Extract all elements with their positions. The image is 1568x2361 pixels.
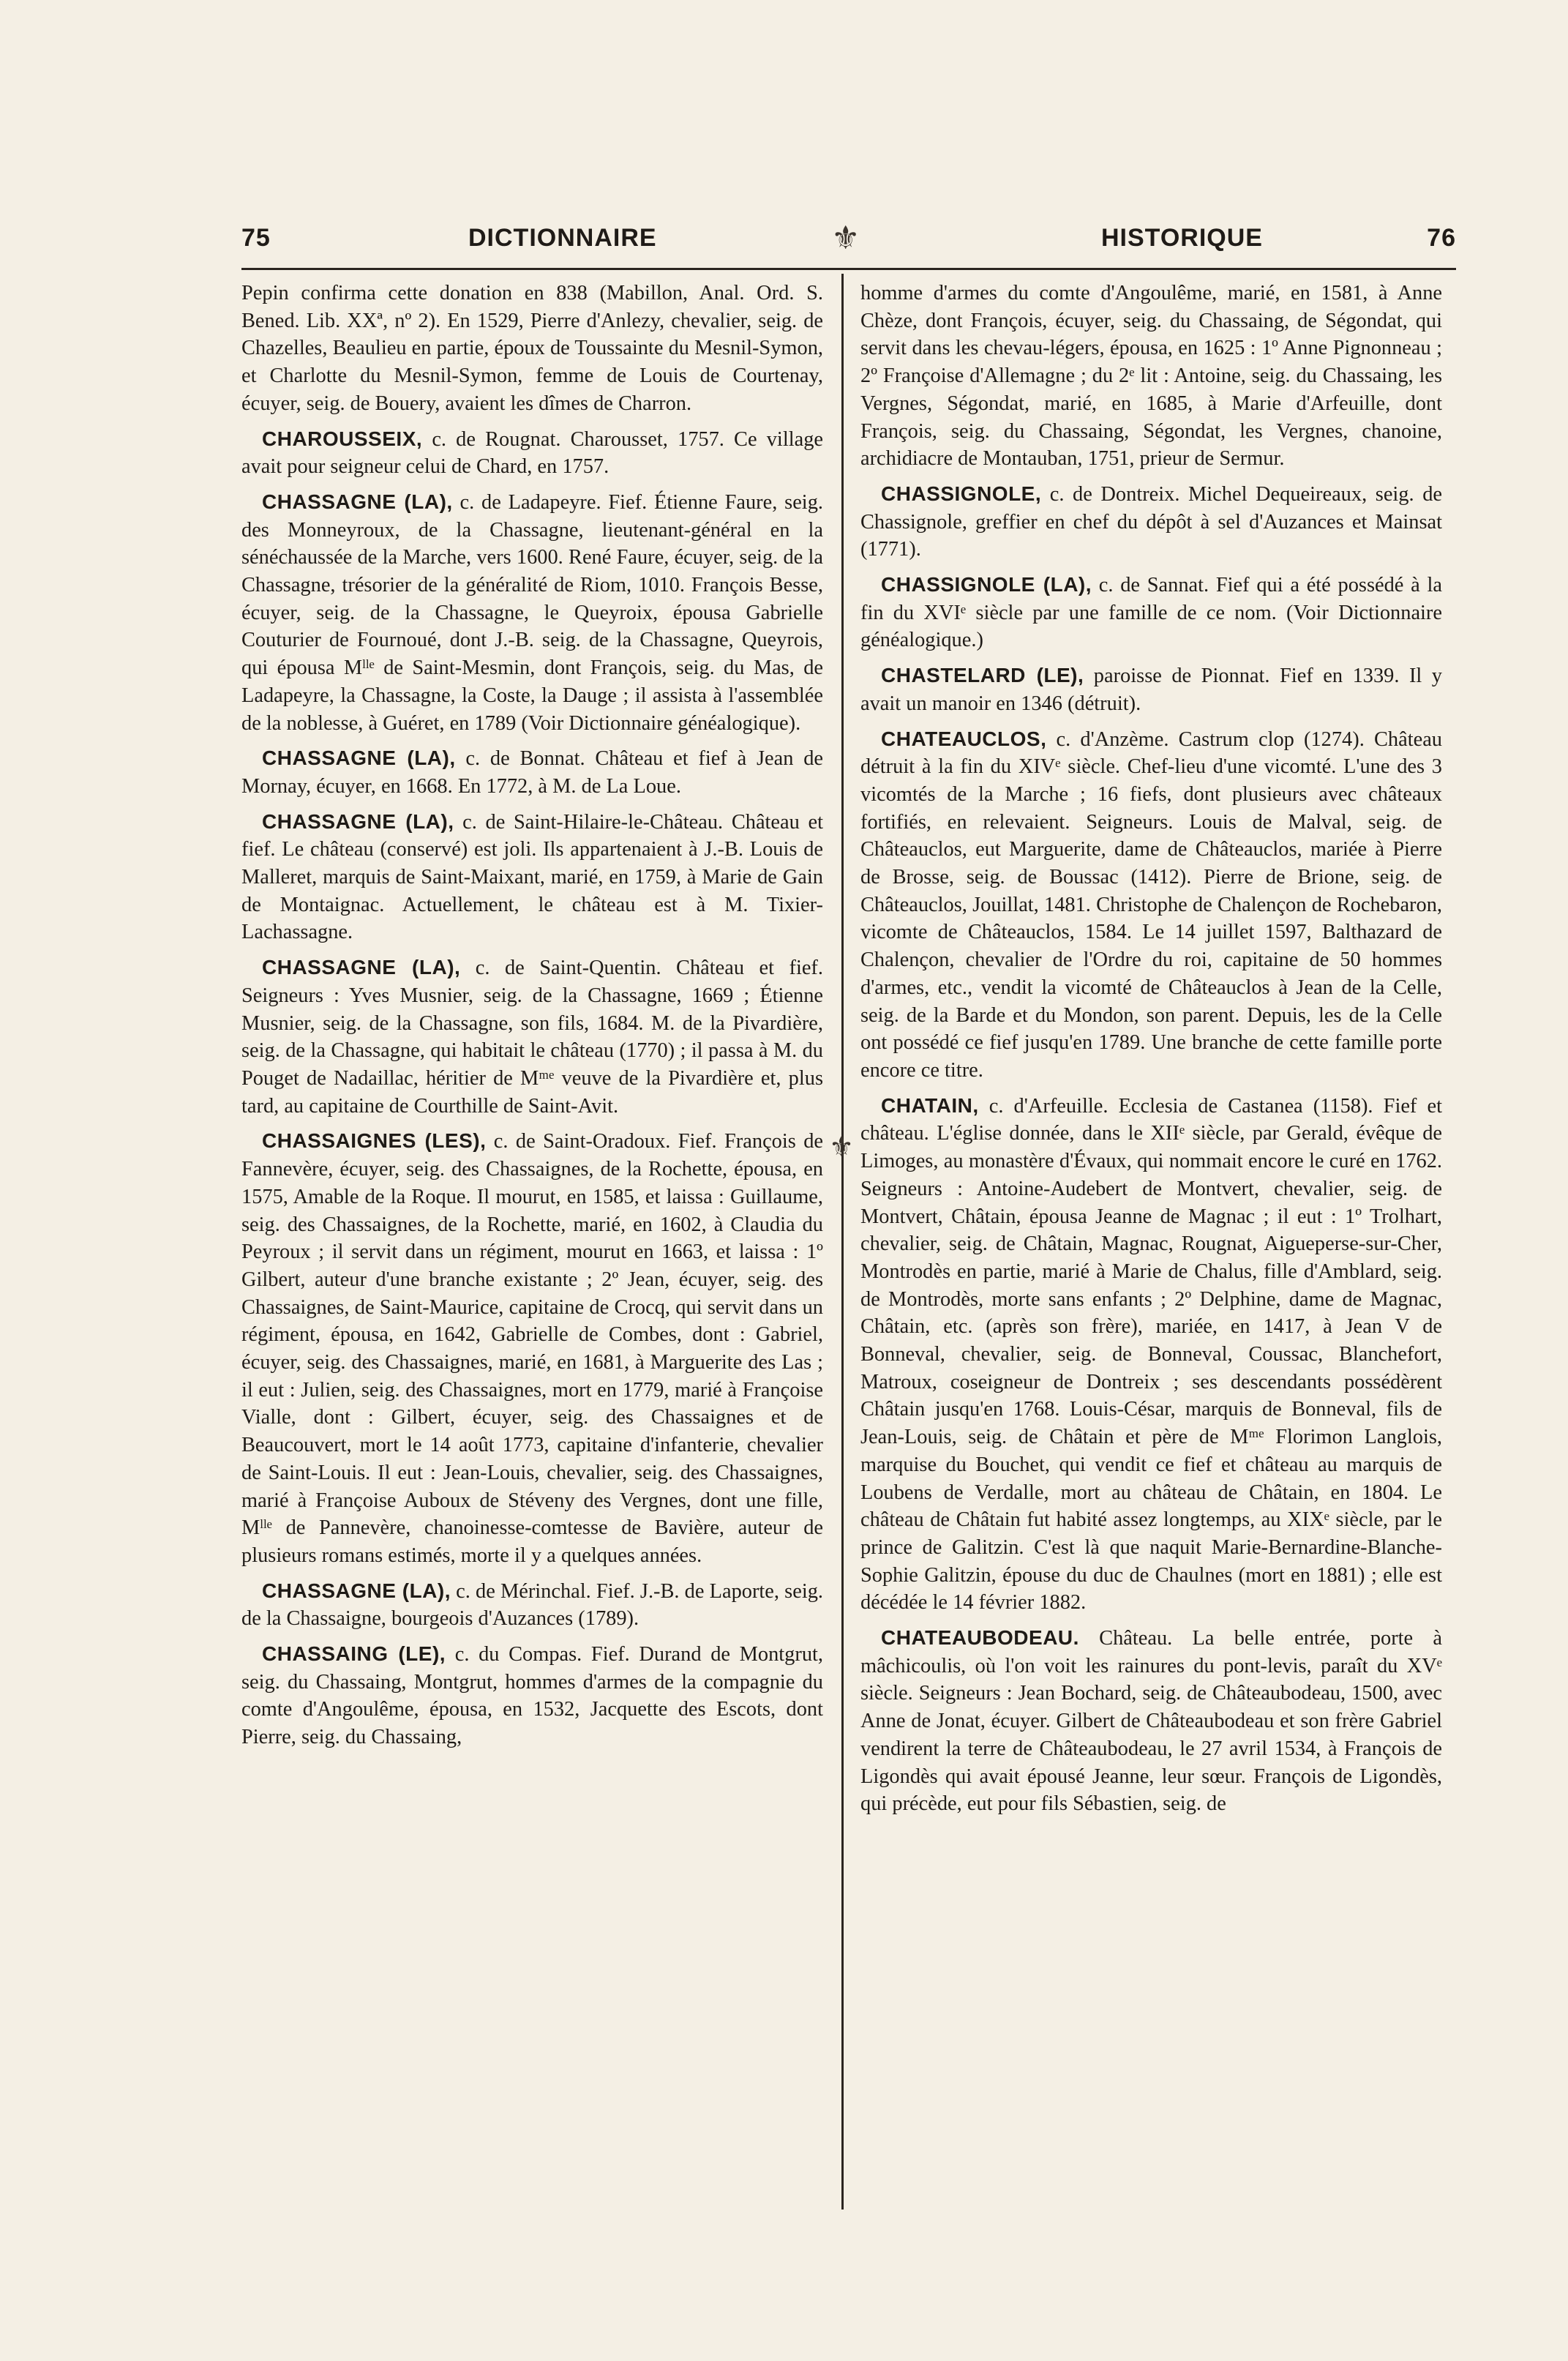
dictionary-entry	[241, 1640, 823, 1751]
entry-headword: CHASSAGNE (LA),	[262, 1579, 451, 1602]
entry-headword: CHATEAUBODEAU.	[881, 1626, 1079, 1650]
fleur-de-lis-icon: ⚜	[831, 220, 860, 256]
entry-text: c. de Rougnat. Charousset, 1757. Ce village avait pour seigneur celui de Chard, en 1757.	[241, 427, 823, 479]
entry-headword: CHASSAGNE (LA),	[262, 809, 454, 833]
entry-text: Château. La belle entrée, porte à mâchicoulis, où l'on voit les rainures du pont-levis, paraît du XVᵉ siècle. Seigneurs : Jean Bochard, seig. de Châteaubodeau, 1500, avec Anne de Jonat, écuyer. Gilbert de Châteaubodeau et son frère Gabriel vendirent la terre de Châteaubodeau, le 27 avril 1534, à François de Ligondès qui avait épousé Jeanne, leur sœur. François de Ligondès, qui précède, eut pour fils Sébastien, seig. de	[860, 1627, 1442, 1816]
dictionary-entry	[860, 1624, 1442, 1818]
right-column	[860, 280, 1442, 1825]
entry-headword: CHASSIGNOLE,	[881, 482, 1042, 505]
entry-text: Pepin confirma cette donation en 838 (Mabillon, Anal. Ord. S. Bened. Lib. XXª, nº 2). En 1529, Pierre d'Anlezy, chevalier, seig. de Chazelles, Beaulieu en partie, époux de Toussainte du Mesnil-Symon, et Charlotte du Mesnil-Symon, femme de Louis de Courtenay, écuyer, seig. de Bouery, avaient les dîmes de Charron.	[241, 282, 823, 415]
page-number-right: 76	[1427, 224, 1456, 252]
dictionary-entry	[860, 662, 1442, 717]
entry-text: c. de Mérinchal. Fief. J.-B. de Laporte, seig. de la Chassaigne, bourgeois d'Auzances (1789).	[241, 1579, 823, 1631]
entry-headword: CHASSAIGNES (LES),	[262, 1129, 487, 1153]
entry-text: c. de Bonnat. Château et fief à Jean de Mornay, écuyer, en 1668. En 1772, à M. de La Loue.	[241, 747, 823, 798]
entry-headword: CHAROUSSEIX,	[262, 427, 423, 450]
dictionary-entry	[241, 808, 823, 947]
entry-headword: CHATEAUCLOS,	[881, 727, 1047, 750]
entry-text: paroisse de Pionnat. Fief en 1339. Il y avait un manoir en 1346 (détruit).	[860, 665, 1443, 715]
entry-headword: CHASSIGNOLE (LA),	[881, 573, 1092, 596]
continued-entry	[241, 280, 823, 418]
running-title-left: DICTIONNAIRE	[468, 224, 657, 252]
header-rule	[241, 268, 1456, 270]
dictionary-entry	[241, 425, 823, 481]
divider-ornament-icon: ⚜	[829, 1132, 855, 1163]
page-number-left: 75	[241, 224, 271, 252]
entry-headword: CHASSAGNE (LA),	[262, 490, 453, 513]
entry-text: c. de Sannat. Fief qui a été possédé à la fin du XVIᵉ siècle par une famille de ce nom. (Voir Dictionnaire généalogique.)	[860, 574, 1442, 652]
entry-text: c. de Saint-Quentin. Château et fief. Seigneurs : Yves Musnier, seig. de la Chassagne, 1669 ; Étienne Musnier, seig. de la Chassagne, son fils, 1684. M. de la Pivardière, seig. de la Chassagne, qui habitait le château (1770) ; il passa à M. du Pouget de Nadaillac, héritier de Mᵐᵉ veuve de la Pivardière et, plus tard, au capitaine de Courthille de Saint-Avit.	[241, 957, 823, 1118]
entry-text: c. du Compas. Fief. Durand de Montgrut, seig. du Chassaing, Montgrut, hommes d'armes de la compagnie du comte d'Angoulême, épousa, en 1532, Jacquette des Escots, dont Pierre, seig. du Chassaing,	[241, 1643, 823, 1749]
continued-entry	[860, 280, 1442, 473]
dictionary-entry	[860, 571, 1442, 654]
running-header	[241, 220, 1456, 263]
left-column	[241, 280, 823, 1759]
dictionary-entry	[241, 1577, 823, 1633]
entry-text: homme d'armes du comte d'Angoulême, marié, en 1581, à Anne Chèze, dont François, écuyer, seig. du Chassaing, de Ségondat, qui servit dans les chevau-légers, épousa, en 1625 : 1º Anne Pignonneau ; 2º Françoise d'Allemagne ; du 2ᵉ lit : Antoine, seig. du Chassaing, les Vergnes, Ségondat, marié, en 1685, à Marie d'Arfeuille, dont François, seig. du Chassaing, Ségondat, les Vergnes, chanoine, archidiacre de Montauban, 1751, prieur de Sermur.	[860, 282, 1442, 471]
entry-headword: CHATAIN,	[881, 1093, 979, 1117]
running-title-right: HISTORIQUE	[1101, 224, 1263, 252]
entry-text: c. de Saint-Oradoux. Fief. François de Fannevère, écuyer, seig. des Chassaignes, de la Rochette, épousa, en 1575, Amable de la Roque. Il mourut, en 1585, et laissa : Guillaume, seig. des Chassaignes, de la Rochette, marié, en 1602, à Claudia du Peyroux ; il servit dans un régiment, mourut en 1663, et laissa : 1º Gilbert, auteur d'une branche existante ; 2º Jean, écuyer, seig. des Chassaignes, de Saint-Maurice, capitaine de Crocq, qui servit dans un régiment, épousa, en 1642, Gabrielle de Combes, dont : Gabriel, écuyer, seig. des Chassaignes, marié, en 1681, à Marguerite des Las ; il eut : Julien, seig. des Chassaignes, mort en 1779, marié à Françoise Vialle, dont : Gilbert, écuyer, seig. des Chassaignes et de Beaucouvert, mort le 14 août 1773, capitaine d'infanterie, chevalier de Saint-Louis. Il eut : Jean-Louis, chevalier, seig. des Chassaignes, marié à Françoise Auboux de Stéveny des Vergnes, dont une fille, Mˡˡᵉ de Pannevère, chanoinesse-comtesse de Bavière, auteur de plusieurs romans estimés, morte il y a quelques années.	[241, 1130, 824, 1567]
entry-headword: CHASSAING (LE),	[262, 1642, 446, 1666]
entry-text: c. de Dontreix. Michel Dequeireaux, seig. de Chassignole, greffier en chef du dépôt à sel d'Auzances et Mainsat (1771).	[860, 482, 1442, 561]
dictionary-entry	[860, 725, 1442, 1085]
entry-headword: CHASSAGNE (LA),	[262, 956, 461, 979]
dictionary-entry	[860, 480, 1442, 564]
entry-headword: CHASTELARD (LE),	[881, 664, 1084, 687]
dictionary-entry	[241, 954, 823, 1120]
dictionary-entry	[241, 488, 823, 737]
dictionary-entry	[860, 1092, 1442, 1617]
dictionary-entry	[241, 1127, 823, 1569]
entry-text: c. de Saint-Hilaire-le-Château. Château et fief. Le château (conservé) est joli. Ils appartenaient à J.-B. Louis de Malleret, marquis de Saint-Maixant, marié, en 1759, à Marie de Gain de Montaignac. Actuellement, le château est à M. Tixier-Lachassagne.	[241, 810, 823, 944]
entry-text: c. de Ladapeyre. Fief. Étienne Faure, seig. des Monneyroux, de la Chassagne, lieutenant-général en la sénéchaussée de la Marche, vers 1600. René Faure, écuyer, seig. de la Chassagne, trésorier de la généralité de Riom, 1010. François Besse, écuyer, seig. de la Chassagne, le Queyroix, épousa Gabrielle Couturier de Fournoué, dont J.-B. seig. de la Chassagne, Queyrois, qui épousa Mˡˡᵉ de Saint-Mesmin, dont François, seig. du Mas, de Ladapeyre, la Chassagne, la Coste, la Dauge ; il assista à l'assemblée de la noblesse, à Guéret, en 1789 (Voir Dictionnaire généalogique).	[241, 490, 823, 735]
entry-text: c. d'Anzème. Castrum clop (1274). Château détruit à la fin du XIVᵉ siècle. Chef-lieu d'une vicomté. L'une des 3 vicomtés de la Marche ; 16 fiefs, dont plusieurs avec châteaux fortifiés, en relevaient. Seigneurs. Louis de Malval, seig. de Châteauclos, eut Marguerite, dame de Châteauclos, mariée à Pierre de Brosse, seig. de Boussac (1412). Pierre de Brione, seig. de Châteauclos, Jouillat, 1481. Christophe de Chalençon de Rochebaron, vicomte de Châteauclos, 1584. Le 14 juillet 1597, Balthazard de Chalençon, chevalier de l'Ordre du roi, capitaine de 50 hommes d'armes, etc., vendit la vicomté de Châteauclos à Jean de la Celle, seig. de la Barde et du Mondon, son parent. Depuis, les de la Celle ont possédé ce fief jusqu'en 1789. Une branche de cette famille porte encore ce titre.	[860, 727, 1442, 1082]
entry-headword: CHASSAGNE (LA),	[262, 747, 456, 770]
dictionary-entry	[241, 744, 823, 800]
column-divider	[841, 274, 844, 2210]
entry-text: c. d'Arfeuille. Ecclesia de Castanea (1158). Fief et château. L'église donnée, dans le XIIᵉ siècle, par Gerald, évêque de Limoges, au monastère d'Évaux, qui nommait encore le curé en 1762. Seigneurs : Antoine-Audebert de Montvert, chevalier, seig. de Montvert, Châtain, épousa Jeanne de Magnac ; il eut : 1º Trolhart, chevalier, seig. de Châtain, Magnac, Rougnat, Aigueperse-sur-Cher, Montrodès en partie, marié à Marie de Chalus, fille d'Amblard, seig. de Montrodès, morte sans enfants ; 2º Delphine, dame de Magnac, Châtain, etc. (après son frère), mariée, en 1417, à Jean V de Bonneval, chevalier, seig. de Bonneval, Coussac, Blanchefort, Matroux, coseigneur de Dontreix ; ses descendants possédèrent Châtain jusqu'en 1768. Louis-César, marquis de Bonneval, fils de Jean-Louis, seig. de Châtain et père de Mᵐᵉ Florimon Langlois, marquise du Bouchet, qui vendit ce fief et château au marquis de Loubens de Verdalle, mort au château de Châtain, en 1804. Le château de Châtain fut habité assez longtemps, au XIXᵉ siècle, par le prince de Galitzin. C'est là que naquit Marie-Bernardine-Blanche-Sophie Galitzin, épouse du duc de Chaulnes (mort en 1881) ; elle est décédée le 14 février 1882.	[860, 1094, 1442, 1614]
